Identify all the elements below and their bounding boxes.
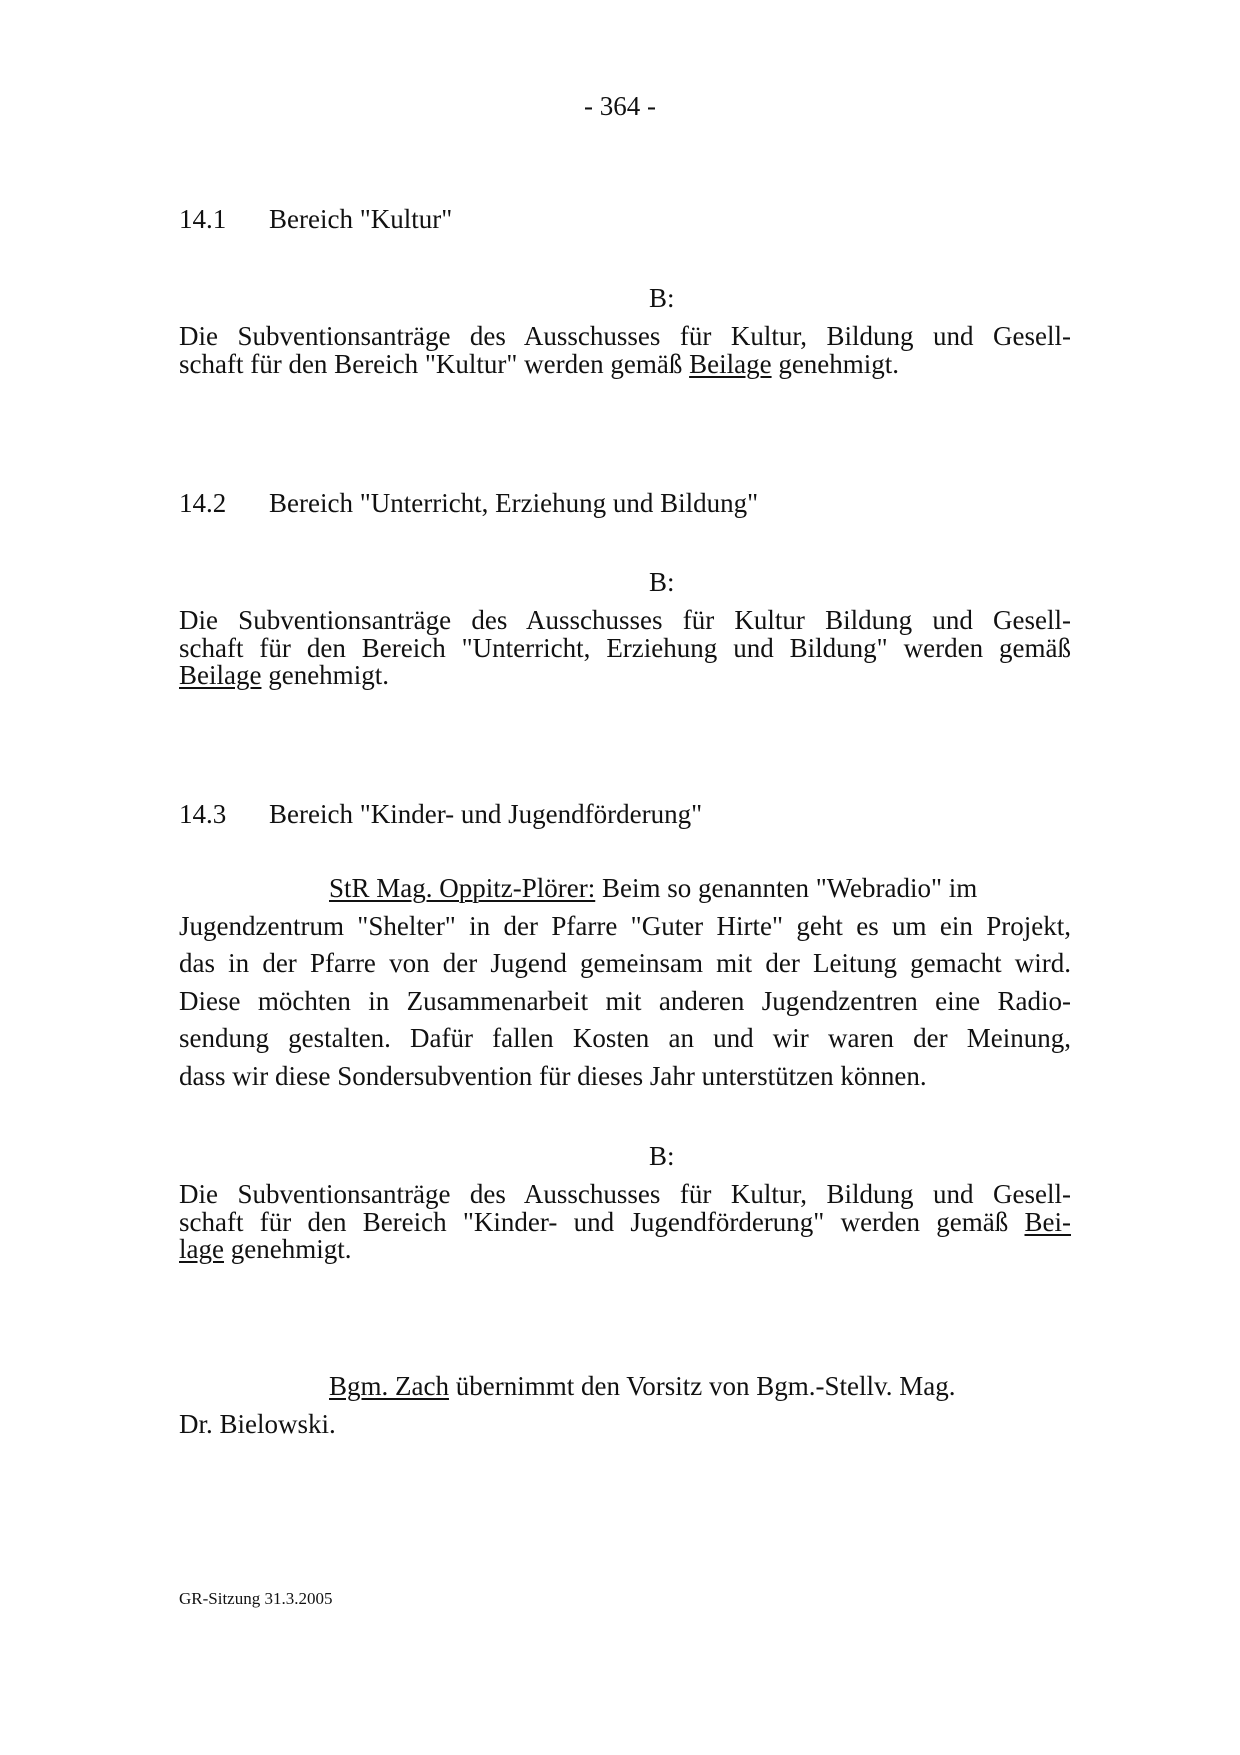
- speech-line: sendung gestalten. Dafür fallen Kosten an und wir waren der Meinung,: [179, 1023, 1071, 1053]
- chair-change-line: Bgm. Zach übernimmt den Vorsitz von Bgm.-Stellv. Mag.: [329, 1371, 956, 1401]
- decision-line: Beilage genehmigt.: [179, 660, 389, 690]
- decision-line: Die Subventionsanträge des Ausschusses für Kultur Bildung und Gesell-: [179, 605, 1071, 635]
- beilage-link[interactable]: Beilage: [179, 660, 262, 690]
- speech-line: Jugendzentrum "Shelter" in der Pfarre "Guter Hirte" geht es um ein Projekt,: [179, 910, 1071, 941]
- decision-text-14-1: [179, 323, 1071, 378]
- chair-change-line: Dr. Bielowski.: [179, 1408, 336, 1439]
- speaker-name: StR Mag. Oppitz-Plörer:: [329, 873, 596, 903]
- section-title: Bereich "Kultur": [269, 204, 453, 234]
- decision-line: schaft für den Bereich "Unterricht, Erziehung und Bildung" werden gemäß: [179, 632, 1071, 663]
- speech-line: das in der Pfarre von der Jugend gemeinsam mit der Leitung gemacht wird.: [179, 948, 1071, 978]
- decision-label: B:: [649, 567, 675, 597]
- decision-text-14-2: [179, 607, 1071, 690]
- decision-line: Die Subventionsanträge des Ausschusses für Kultur, Bildung und Gesell-: [179, 321, 1071, 351]
- section-heading-14-3: [179, 798, 702, 830]
- speech-line: dass wir diese Sondersubvention für dieses Jahr unterstützen können.: [179, 1060, 927, 1091]
- speech-line: Diese möchten in Zusammenarbeit mit anderen Jugendzentren eine Radio-: [179, 985, 1071, 1016]
- section-title: Bereich "Unterricht, Erziehung und Bildung": [269, 488, 759, 518]
- decision-label: B:: [649, 283, 675, 313]
- beilage-link[interactable]: Beilage: [689, 348, 772, 379]
- section-number: 14.3: [179, 799, 227, 829]
- decision-line: lage genehmigt.: [179, 1234, 352, 1264]
- beilage-link[interactable]: Bei-: [1024, 1206, 1071, 1237]
- section-number: 14.2: [179, 488, 227, 518]
- section-title: Bereich "Kinder- und Jugendförderung": [269, 799, 703, 829]
- speech-block: [179, 870, 1071, 1095]
- decision-text-14-3: [179, 1181, 1071, 1264]
- speech-line: StR Mag. Oppitz-Plörer: Beim so genannten "Webradio" im: [329, 873, 978, 903]
- footer-session-date: GR-Sitzung 31.3.2005: [179, 1589, 333, 1608]
- mayor-name: Bgm. Zach: [329, 1371, 449, 1401]
- decision-line: schaft für den Bereich "Kultur" werden gemäß Beilage genehmigt.: [179, 348, 900, 379]
- section-heading-14-1: [179, 203, 452, 235]
- decision-line: schaft für den Bereich "Kinder- und Jugendförderung" werden gemäß Bei-: [179, 1206, 1071, 1237]
- beilage-link-continued[interactable]: lage: [179, 1234, 224, 1264]
- decision-line: Die Subventionsanträge des Ausschusses für Kultur, Bildung und Gesell-: [179, 1179, 1071, 1209]
- decision-label: B:: [649, 1141, 675, 1171]
- section-heading-14-2: [179, 487, 758, 519]
- section-number: 14.1: [179, 204, 227, 234]
- chair-change-note: [179, 1368, 1071, 1443]
- page-number: - 364 -: [584, 91, 656, 121]
